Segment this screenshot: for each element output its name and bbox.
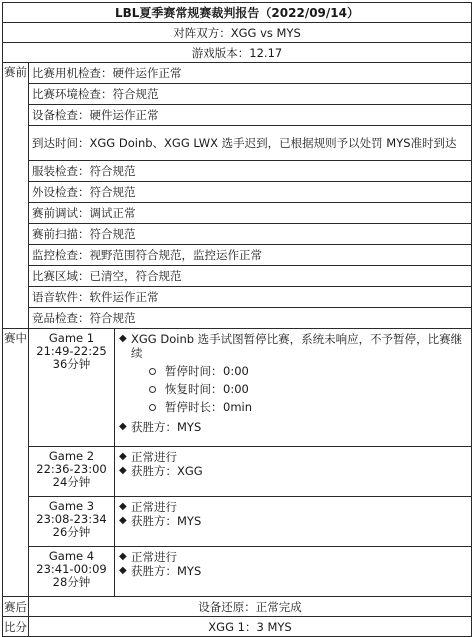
check-item: 设备检查：硬件运作正常 — [29, 105, 472, 126]
game-time: 23:41-00:09 — [36, 562, 107, 576]
report-title: LBL夏季赛常规赛裁判报告（2022/09/14） — [3, 3, 472, 23]
pause-row — [149, 382, 467, 396]
game-name: Game 3 — [48, 499, 95, 513]
report-table — [2, 2, 472, 637]
diamond-bullet-icon: ◆ — [119, 501, 127, 512]
diamond-bullet-icon: ◆ — [119, 515, 127, 526]
diamond-bullet-icon: ◆ — [119, 451, 127, 462]
game-info — [29, 329, 115, 447]
post-match-label: 赛后 — [3, 597, 29, 617]
game-time: 21:49-22:25 — [36, 344, 107, 358]
game-detail — [115, 497, 472, 547]
pause-label: 恢复时间： — [165, 382, 223, 396]
pause-value: 0min — [223, 400, 253, 414]
game-name: Game 1 — [48, 331, 95, 345]
check-item: 比赛区域：已清空，符合规范 — [29, 266, 472, 287]
circle-bullet-icon — [149, 404, 156, 411]
check-item: 比赛用机检查：硬件运作正常 — [29, 63, 472, 84]
post-match-text: 设备还原：正常完成 — [29, 597, 472, 617]
game-note: XGG Doinb 选手试图暂停比赛，系统未响应，不予暂停，比赛继续 — [131, 332, 463, 360]
game-detail — [115, 547, 472, 597]
diamond-bullet-icon: ◆ — [119, 565, 127, 576]
game-status: 正常进行 — [131, 550, 177, 564]
game-duration: 36分钟 — [52, 357, 91, 371]
pause-label: 暂停时长： — [165, 400, 223, 414]
diamond-bullet-icon: ◆ — [119, 465, 127, 476]
game-name: Game 2 — [48, 449, 95, 463]
check-item: 赛前扫描：符合规范 — [29, 224, 472, 245]
check-item: 监控检查：视野范围符合规范，监控运作正常 — [29, 245, 472, 266]
circle-bullet-icon — [149, 386, 156, 393]
in-match-label: 赛中 — [3, 329, 29, 597]
game-duration: 28分钟 — [52, 575, 91, 589]
check-item: 比赛环境检查：符合规范 — [29, 84, 472, 105]
check-item: 竞品检查：符合规范 — [29, 308, 472, 329]
arrival-time-item: 到达时间：XGG Doinb、XGG LWX 选手迟到，已根据规则予以处罚 MYS准时到达 — [29, 126, 472, 161]
game-status: 正常进行 — [131, 450, 177, 464]
game-winner: 获胜方：XGG — [131, 464, 203, 478]
game-winner: 获胜方：MYS — [131, 564, 202, 578]
game-status: 正常进行 — [131, 500, 177, 514]
game-time: 22:36-23:00 — [36, 462, 107, 476]
pause-value: 0:00 — [223, 364, 249, 378]
diamond-bullet-icon: ◆ — [119, 333, 127, 344]
game-winner: 获胜方：MYS — [131, 514, 202, 528]
circle-bullet-icon — [149, 368, 156, 375]
game-detail — [115, 447, 472, 497]
score-label: 比分 — [3, 617, 29, 637]
game-time: 23:08-23:34 — [36, 512, 107, 526]
game-version: 游戏版本：12.17 — [3, 43, 472, 63]
check-item: 语音软件：软件运作正常 — [29, 287, 472, 308]
pre-match-label: 赛前 — [3, 63, 29, 329]
check-item: 外设检查：符合规范 — [29, 182, 472, 203]
pause-label: 暂停时间： — [165, 364, 223, 378]
diamond-bullet-icon: ◆ — [119, 551, 127, 562]
diamond-bullet-icon: ◆ — [119, 421, 127, 432]
game-info — [29, 497, 115, 547]
pause-row — [149, 400, 467, 414]
game-winner: 获胜方：MYS — [131, 420, 202, 434]
game-info — [29, 547, 115, 597]
game-info — [29, 447, 115, 497]
matchup: 对阵双方：XGG vs MYS — [3, 23, 472, 43]
final-score: XGG 1：3 MYS — [29, 617, 472, 637]
pause-row — [149, 364, 467, 378]
check-item: 服装检查：符合规范 — [29, 161, 472, 182]
pause-value: 0:00 — [223, 382, 249, 396]
game-duration: 26分钟 — [52, 525, 91, 539]
check-item: 赛前调试：调试正常 — [29, 203, 472, 224]
game-duration: 24分钟 — [52, 475, 91, 489]
game-detail — [115, 329, 472, 447]
game-name: Game 4 — [48, 549, 95, 563]
